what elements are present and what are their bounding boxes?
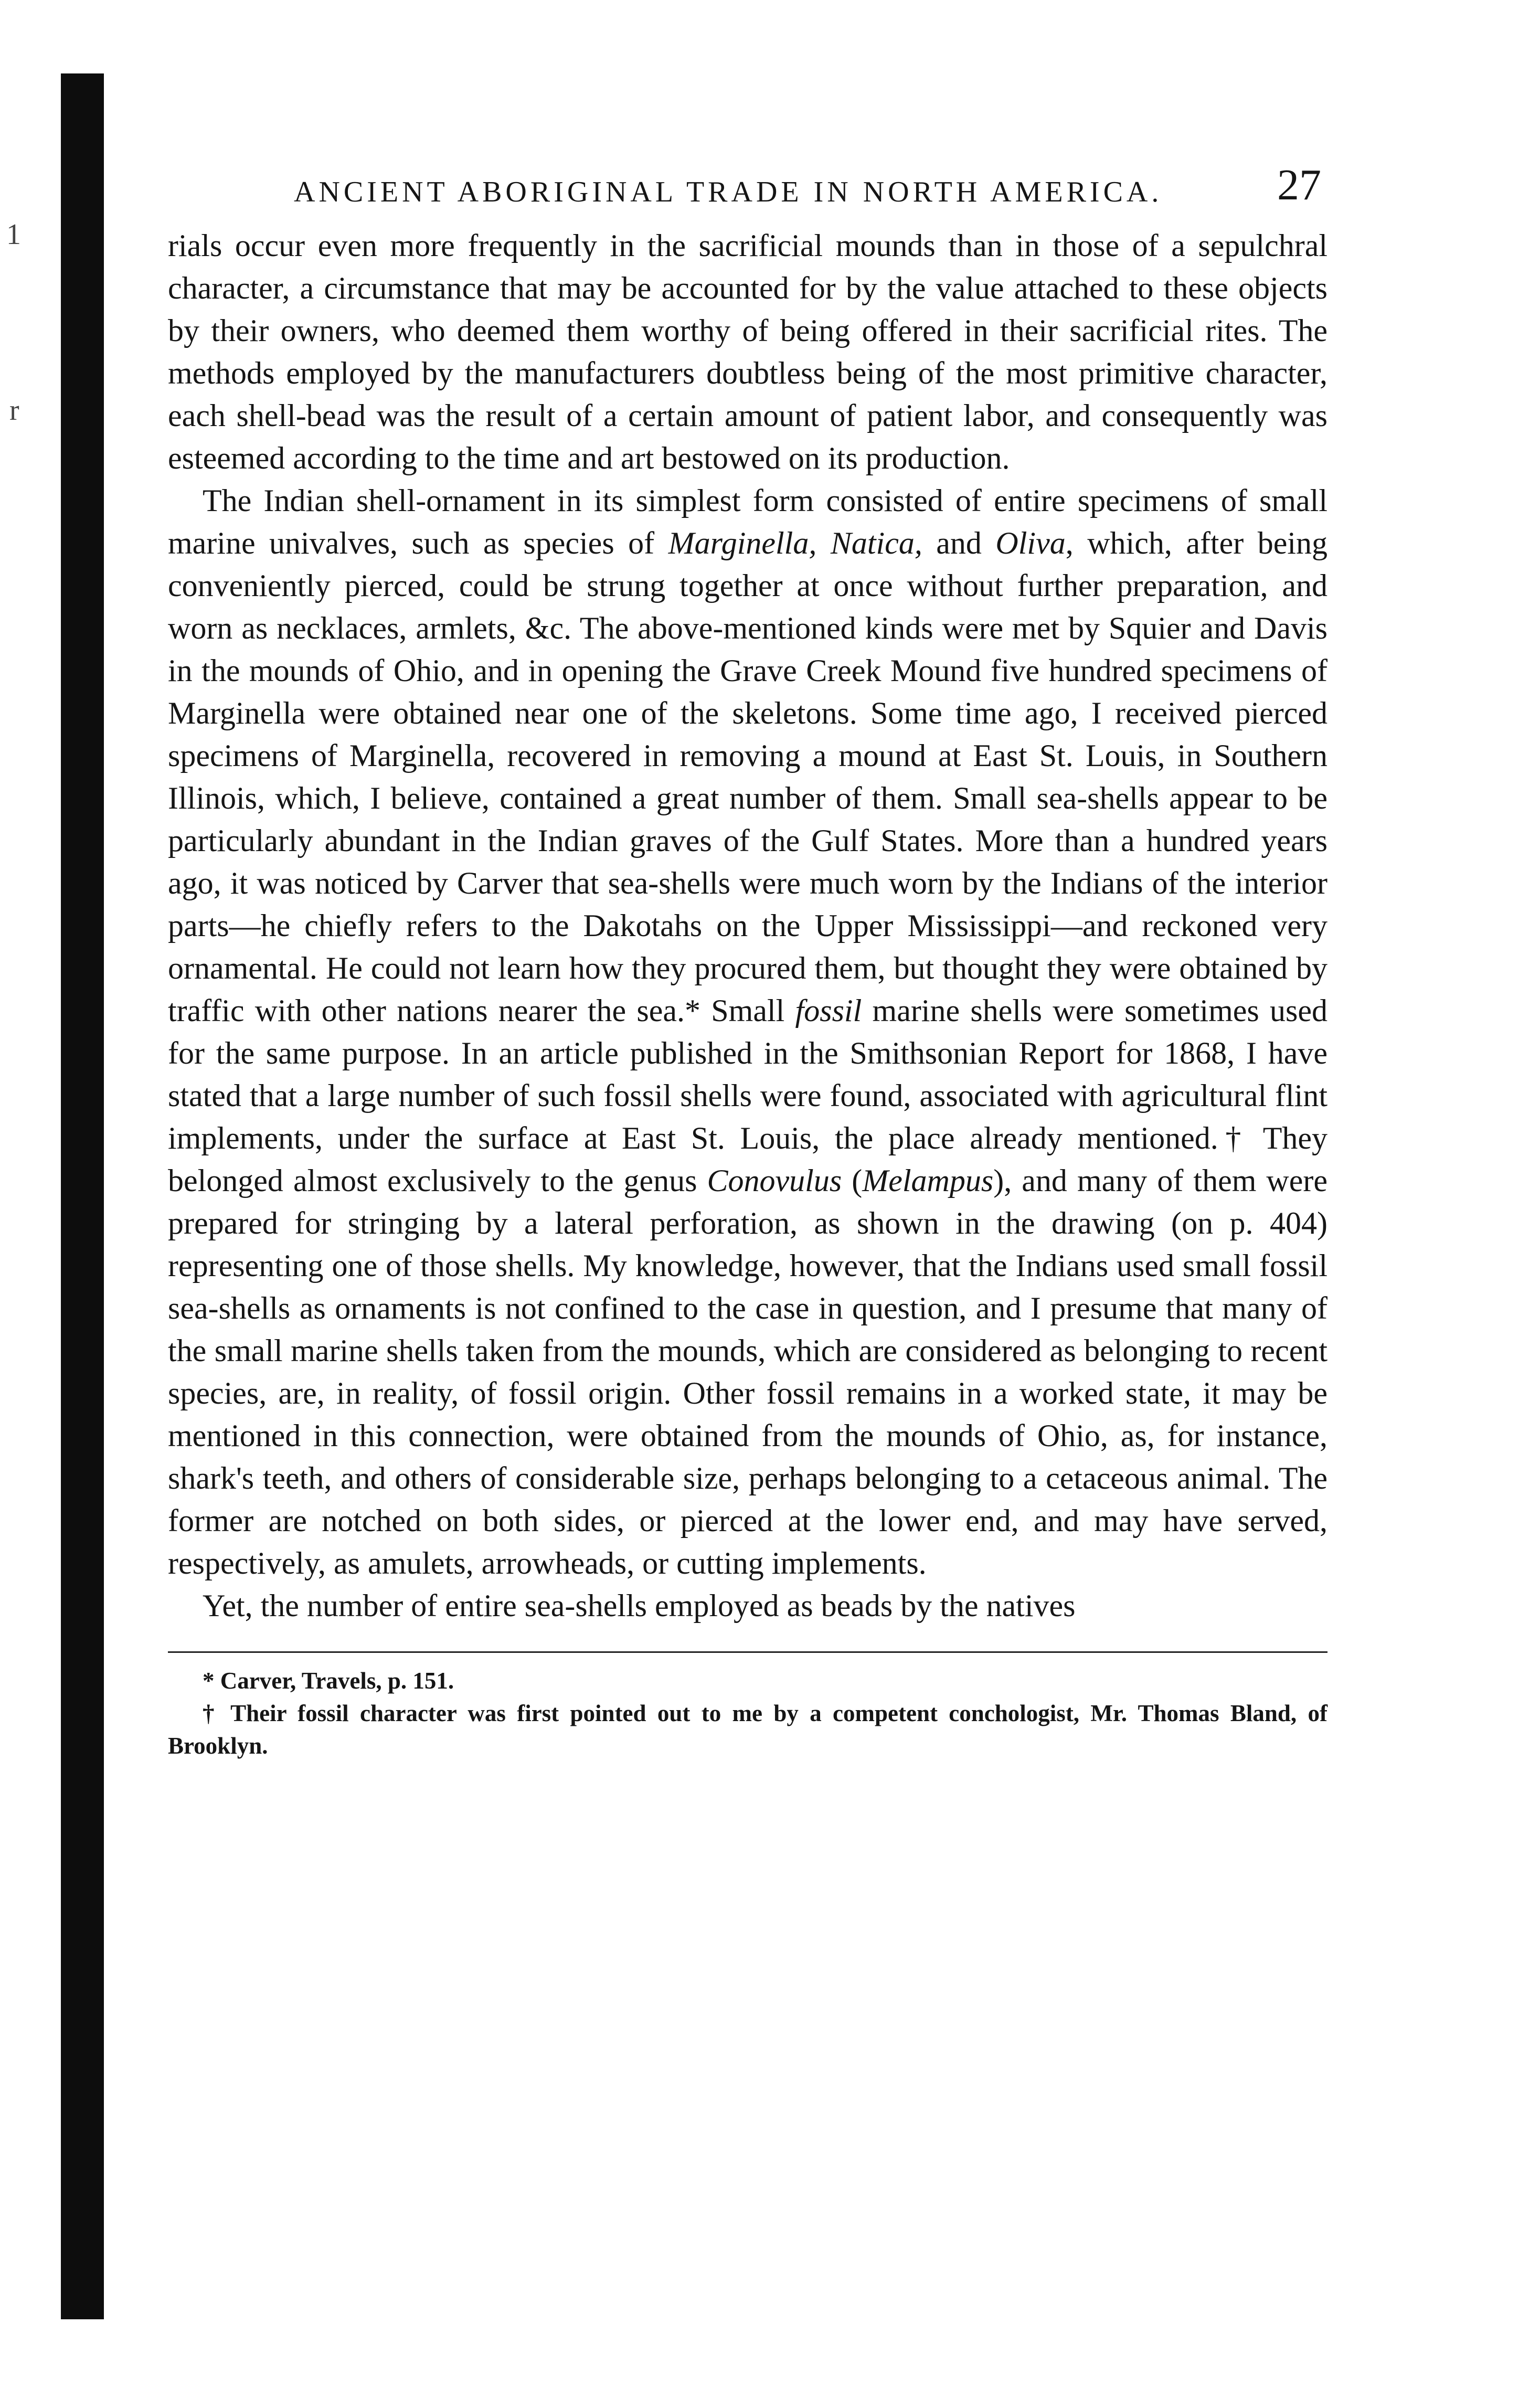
footnotes <box>168 1651 1327 1762</box>
page-number: 27 <box>1277 161 1321 209</box>
genus-marginella-natica: Marginella, Natica, <box>668 526 922 560</box>
margin-mark-2: r <box>9 394 19 427</box>
footnote-1: * Carver, Travels, p. 151. <box>203 1668 454 1694</box>
paragraph-2-text-c: , which, after being conveniently pierced, could be strung together at once without further preparation, and worn as necklaces, armlets, &c. The above-mentioned kinds were met by Squier and Davis in the mounds of Ohio, and in opening the Grave Creek Mound five hundred specimens of Marginella were obtained near one of the skeletons. Some time ago, I received pierced specimens of Marginella, recovered in removing a mound at East St. Louis, in Southern Illinois, which, I believe, contained a great number of them. Small sea-shells appear to be particularly abundant in the Indian graves of the Gulf States. More than a hundred years ago, it was noticed by Carver that sea-shells were much worn by the Indians of the interior parts—he chiefly refers to the Dakotahs on the Upper Mississippi—and reckoned very ornamental. He could not learn how they procured them, but thought they were obtained by traffic with other nations nearer the sea.* Small <box>168 526 1327 1028</box>
margin-mark-1: 1 <box>6 218 21 251</box>
genus-conovulus: Conovulus <box>707 1163 842 1198</box>
paragraph-2-text-e: ( <box>842 1163 863 1198</box>
genus-oliva: Oliva <box>995 526 1066 560</box>
paragraph-2-text-f: ), and many of them were prepared for stringing by a lateral perforation, as shown in the drawing (on p. 404) representing one of those shells. My knowledge, however, that the Indians used small fossil sea-shells as ornaments is not confined to the case in question, and I presume that many of the small marine shells taken from the mounds, which are considered as belonging to recent species, are, in reality, of fossil origin. Other fossil remains in a worked state, it may be mentioned in this connection, were obtained from the mounds of Ohio, as, for instance, shark's teeth, and others of considerable size, perhaps belonging to a cetaceous animal. The former are notched on both sides, or pierced at the lower end, and may have served, respectively, as amulets, arrowheads, or cutting implements. <box>168 1163 1328 1580</box>
book-page <box>168 157 1327 1762</box>
paragraph-1: rials occur even more frequently in the sacrificial mounds than in those of a sepulchral character, a circumstance that may be accounted for by the value attached to these objects by their owners, who deemed them worthy of being offered in their sacrificial rites. The methods employed by the manufacturers doubtless being of the most primitive character, each shell-bead was the result of a certain amount of patient labor, and consequently was esteemed according to the time and art bestowed on its production. <box>168 228 1327 475</box>
paragraph-2-text-d: marine shells were sometimes used for the same purpose. In an article published in the Smithsonian Report for 1868, I have stated that a large number of such fossil shells were found, associated with agricultural flint implements, under the surface at East St. Louis, the place already mentioned.† They belonged almost exclusively to the genus <box>168 993 1327 1198</box>
paragraph-2-text-b: and <box>922 526 996 560</box>
paragraph-2-text-a: The Indian shell-ornament in its simplest form consisted of entire specimens of small marine univalves, such as species of <box>168 483 1327 560</box>
fossil-emphasis: fossil <box>795 993 862 1028</box>
running-title: ANCIENT ABORIGINAL TRADE IN NORTH AMERICA. <box>294 176 1163 208</box>
footnote-2: † Their fossil character was first pointed out to me by a competent conchologist, Mr. Thomas Bland, of Brooklyn. <box>168 1700 1327 1759</box>
paragraph-3: Yet, the number of entire sea-shells employed as beads by the natives <box>203 1588 1076 1623</box>
binding-shadow <box>61 73 104 2319</box>
body-text <box>168 225 1327 1627</box>
paragraph-2 <box>168 480 1327 1585</box>
running-head <box>168 157 1327 220</box>
genus-melampus: Melampus <box>862 1163 994 1198</box>
